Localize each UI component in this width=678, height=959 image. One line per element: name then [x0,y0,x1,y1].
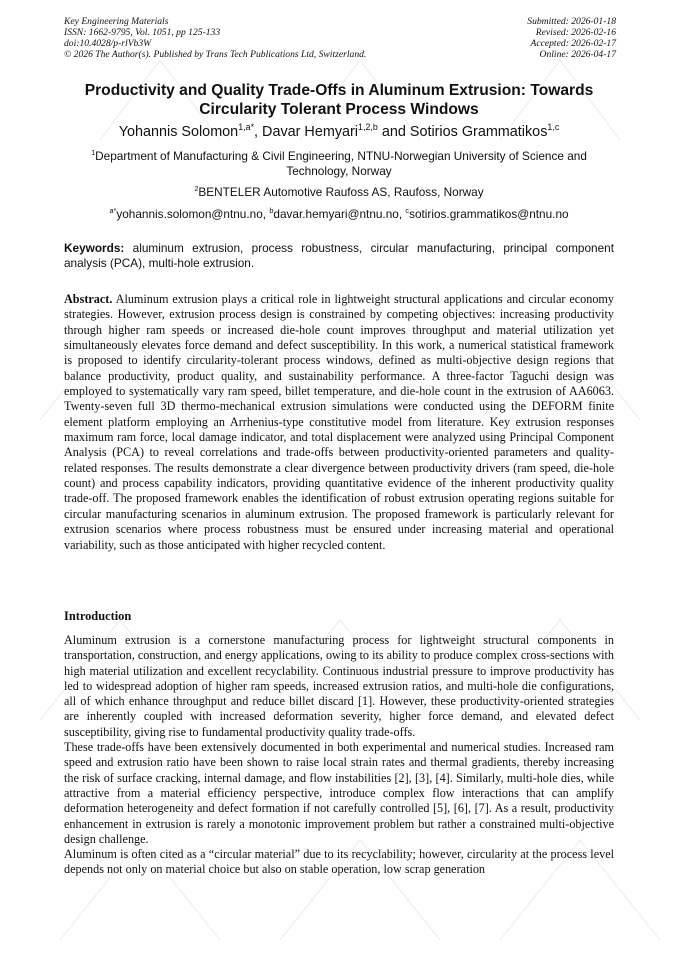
keywords-label: Keywords: [64,241,125,255]
header-left [64,16,366,60]
abstract [64,292,614,553]
abstract-text: Aluminum extrusion plays a critical role in lightweight structural applications and circular economy strategies. However, extrusion process design is constrained by competing objectives: increasing productivity through higher ram speeds or increased die-hole count improves throughput and material utilization yet simultaneously elevates force demand and defect susceptibility. In this work, a numerical statistical framework is proposed to identify circularity-tolerant process windows, defined as multi-objective design regions that balance productivity, product quality, and sustainability performance. A three-factor Taguchi design was employed to systematically vary ram speed, billet temperature, and die-hole count in the extrusion of AA6063. Twenty-seven full 3D thermo-mechanical extrusion simulations were conducted using the DEFORM finite element platform employing an Arrhenius-type constitutive model from literature. Key extrusion responses maximum ram force, local damage indicator, and total displacement were analyzed using Principal Component Analysis (PCA) to reveal correlations and trade-offs between productivity-oriented parameters and quality-related responses. The results demonstrate a clear divergence between productivity drivers (ram speed, die-hole count) and process capability indicators, providing quantitative evidence of the inherent productivity quality trade-off. The proposed framework enables the identification of robust extrusion operating regions suitable for circular manufacturing scenarios in aluminum extrusion. The proposed framework is particularly relevant for extrusion scenarios where process robustness must be ensured under increasing material and operational variability, such as those anticipated with higher recycled content. [64,292,614,552]
email-line: $^{a*}$yohannis.solomon@ntnu.no, $^b$davar.hemyari@ntnu.no, $^c$sotirios.grammatikos@ntnu.no [109,206,569,221]
submitted-date: Submitted: 2026-01-18 [527,16,616,27]
paragraph: Aluminum extrusion is a cornerstone manufacturing process for lightweight structural components in transportation, construction, and energy applications, owing to its ability to produce complex cross-sections with high material utilization and excellent recyclability. Continuous industrial pressure to improve productivity has led to widespread adoption of higher ram speeds, increased extrusion ratios, and multi-hole die configurations, all of which enhance throughput and reduce billet discard [1]. However, these productivity-oriented strategies are inherently coupled with increased deformation severity, higher force demand, and elevated defect susceptibility, giving rise to fundamental productivity quality trade-offs. [64,633,614,739]
email-link[interactable]: yohannis.solomon@ntnu.no [116,207,263,221]
accepted-date: Accepted: 2026-02-17 [530,38,616,49]
issn-line: ISSN: 1662-9795, Vol. 1051, pp 125-133 [64,27,221,38]
author-name: Yohannis Solomon [118,124,239,140]
paper-title [60,81,618,119]
paragraph: Aluminum is often cited as a “circular material” due to its recyclability; however, circularity at the process level depends not only on material choice but also on stable operation, low scrap generation [64,847,614,877]
author-separator: , [254,124,263,140]
affiliation [60,149,618,179]
affiliation-text: BENTELER Automotive Raufoss AS, Raufoss, Norway [198,185,484,199]
author-separator: and [377,124,410,140]
keywords-text: aluminum extrusion, process robustness, circular manufacturing, principal component analysis (PCA), multi-hole extrusion. [64,241,614,270]
paragraph: These trade-offs have been extensively documented in both experimental and numerical studies. Increased ram speed and extrusion ratio have been shown to raise local strain rates and thermal gradients, thereby increasing the risk of surface cracking, internal damage, and flow instabilities [2], [3], [4]. Similarly, multi-hole dies, while attractive from a material efficiency perspective, introduce complex flow interactions that can amplify deformation heterogeneity and defect formation if not carefully controlled [5], [6], [7]. As a result, productivity enhancement in extrusion is rarely a monotonic improvement problem but rather a constrained multi-objective design challenge. [64,740,614,846]
header-right [527,16,616,60]
keywords [64,241,614,271]
author-sup: 1,c [547,122,560,133]
doi-line: doi:10.4028/p-rlVb3W [64,38,152,49]
title-line: Productivity and Quality Trade-Offs in Aluminum Extrusion: Towards [84,82,594,99]
revised-date: Revised: 2026-02-16 [535,27,616,38]
section-heading: Introduction [64,609,132,623]
author-sup: 1,a* [238,122,255,133]
affiliation [60,185,618,200]
title-line: Circularity Tolerant Process Windows [199,101,479,118]
affiliation-text: Department of Manufacturing & Civil Engineering, NTNU-Norwegian University of Science and Technology, Norway [95,149,587,178]
affiliation-sup: 2 [194,184,199,194]
email-sup: b [269,206,274,216]
author-list [60,123,618,141]
journal-name: Key Engineering Materials [64,16,169,27]
email-link[interactable]: sotirios.grammatikos@ntnu.no [409,207,569,221]
author-name: Davar Hemyari [262,124,359,140]
email-sup: a* [109,206,117,216]
introduction-body [64,633,614,878]
copyright-line: © 2026 The Author(s). Published by Trans Tech Publications Ltd, Switzerland. [64,49,367,60]
abstract-label: Abstract. [64,292,113,306]
email-sup: c [405,206,410,216]
email-link[interactable]: davar.hemyari@ntnu.no [273,207,399,221]
affiliation-sup: 1 [91,148,96,158]
author-sup: 1,2,b [358,122,378,133]
online-date: Online: 2026-04-17 [539,49,616,60]
author-name: Sotirios Grammatikos [409,124,548,140]
